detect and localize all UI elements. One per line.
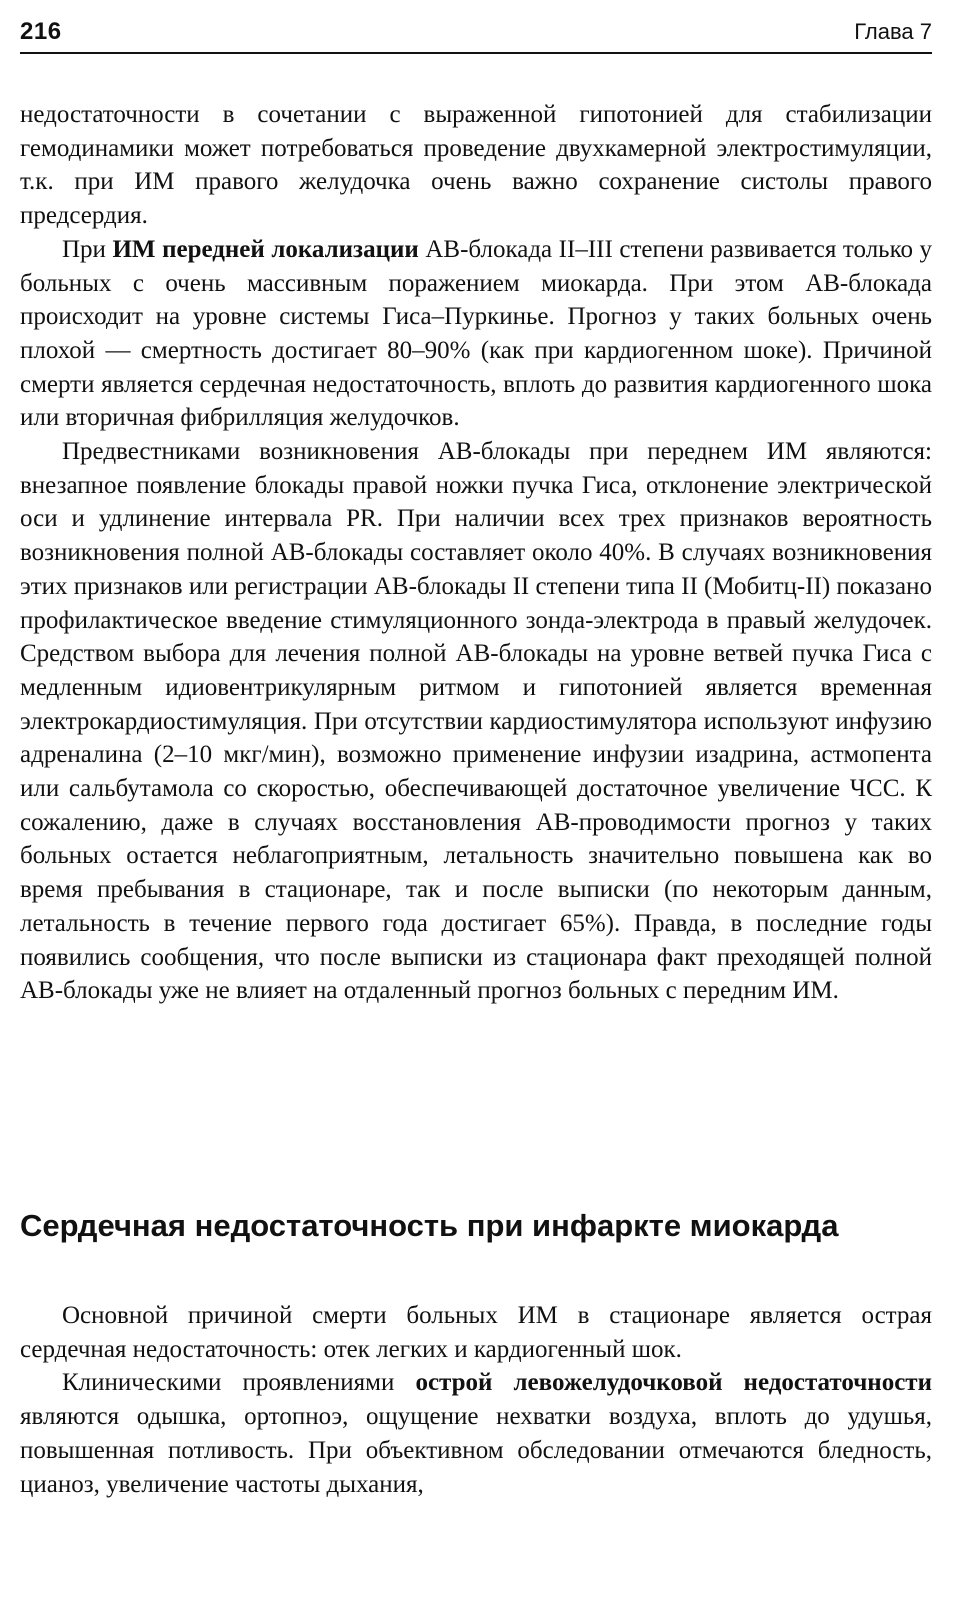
bold-term-anterior-mi: ИМ передней локализации <box>112 235 419 263</box>
paragraph-anterior-mi <box>20 233 932 435</box>
chapter-label: Глава 7 <box>854 19 932 44</box>
paragraph-lead: Клиническими проявлениями <box>62 1369 416 1397</box>
book-page <box>20 0 932 1600</box>
running-header <box>20 16 932 54</box>
paragraph-rest: АВ-блокада II–III степени развивается только у больных с очень массивным поражением миокарда. При этом АВ-блокада происходит на уровне системы Гиса–Пуркинье. Прогноз у таких больных очень плохой — смертность достигает 80–90% (как при кардиогенном шоке). Причиной смерти является сердечная недостаточность, вплоть до развития кардиогенного шока или вторичная фибрилляция желудочков. <box>20 235 932 432</box>
paragraph-main-cause: Основной причиной смерти больных ИМ в стационаре является острая сердечная недостаточность: отек легких и кардиогенный шок. <box>20 1302 932 1363</box>
section-text-block <box>20 1299 932 1501</box>
main-text-block <box>20 98 932 1008</box>
paragraph-lead: При <box>62 235 113 263</box>
paragraph-rest: являются одышка, ортопноэ, ощущение нехватки воздуха, вплоть до удушья, повышенная потливость. При объективном обследовании отмечаются бледность, цианоз, увеличение частоты дыхания, <box>20 1403 932 1498</box>
paragraph-predictors: Предвестниками возникновения АВ-блокады при переднем ИМ являются: внезапное появление блокады правой ножки пучка Гиса, отклонение электрической оси и удлинение интервала PR. При наличии всех трех признаков вероятность возникновения полной АВ-блокады составляет около 40%. В случаях возникновения этих признаков или регистрации АВ-блокады II степени типа II (Мобитц-II) показано профилактическое введение стимуляционного зонда-электрода в правый желудочек. Средством выбора для лечения полной АВ-блокады на уровне ветвей пучка Гиса с медленным идиовентрикулярным ритмом и гипотонией является временная электрокардиостимуляция. При отсутствии кардиостимулятора используют инфузию адреналина (2–10 мкг/мин), возможно применение инфузии изадрина, астмопента или сальбутамола со скоростью, обеспечивающей достаточное увеличение ЧСС. К сожалению, даже в случаях восстановления АВ-проводимости прогноз у таких больных остается неблагоприятным, летальность значительно повышена как во время пребывания в стационаре, так и после выписки (по некоторым данным, летальность в течение первого года достигает 65%). Правда, в последние годы появились сообщения, что после выписки из стационара факт преходящей полной АВ-блокады уже не влияет на отдаленный прогноз больных с передним ИМ. <box>20 438 933 1005</box>
paragraph-continued: недостаточности в сочетании с выраженной гипотонией для стабилизации гемодинамики может потребоваться проведение двухкамерной электростимуляции, т.к. при ИМ правого желудочка очень важно сохранение систолы правого предсердия. <box>20 101 932 230</box>
page-number: 216 <box>20 18 62 45</box>
section-heading: Сердечная недостаточность при инфаркте миокарда <box>20 1208 839 1243</box>
bold-term-lv-failure: острой левожелудочковой недостаточности <box>415 1369 932 1397</box>
paragraph-clinical-signs <box>20 1366 932 1501</box>
